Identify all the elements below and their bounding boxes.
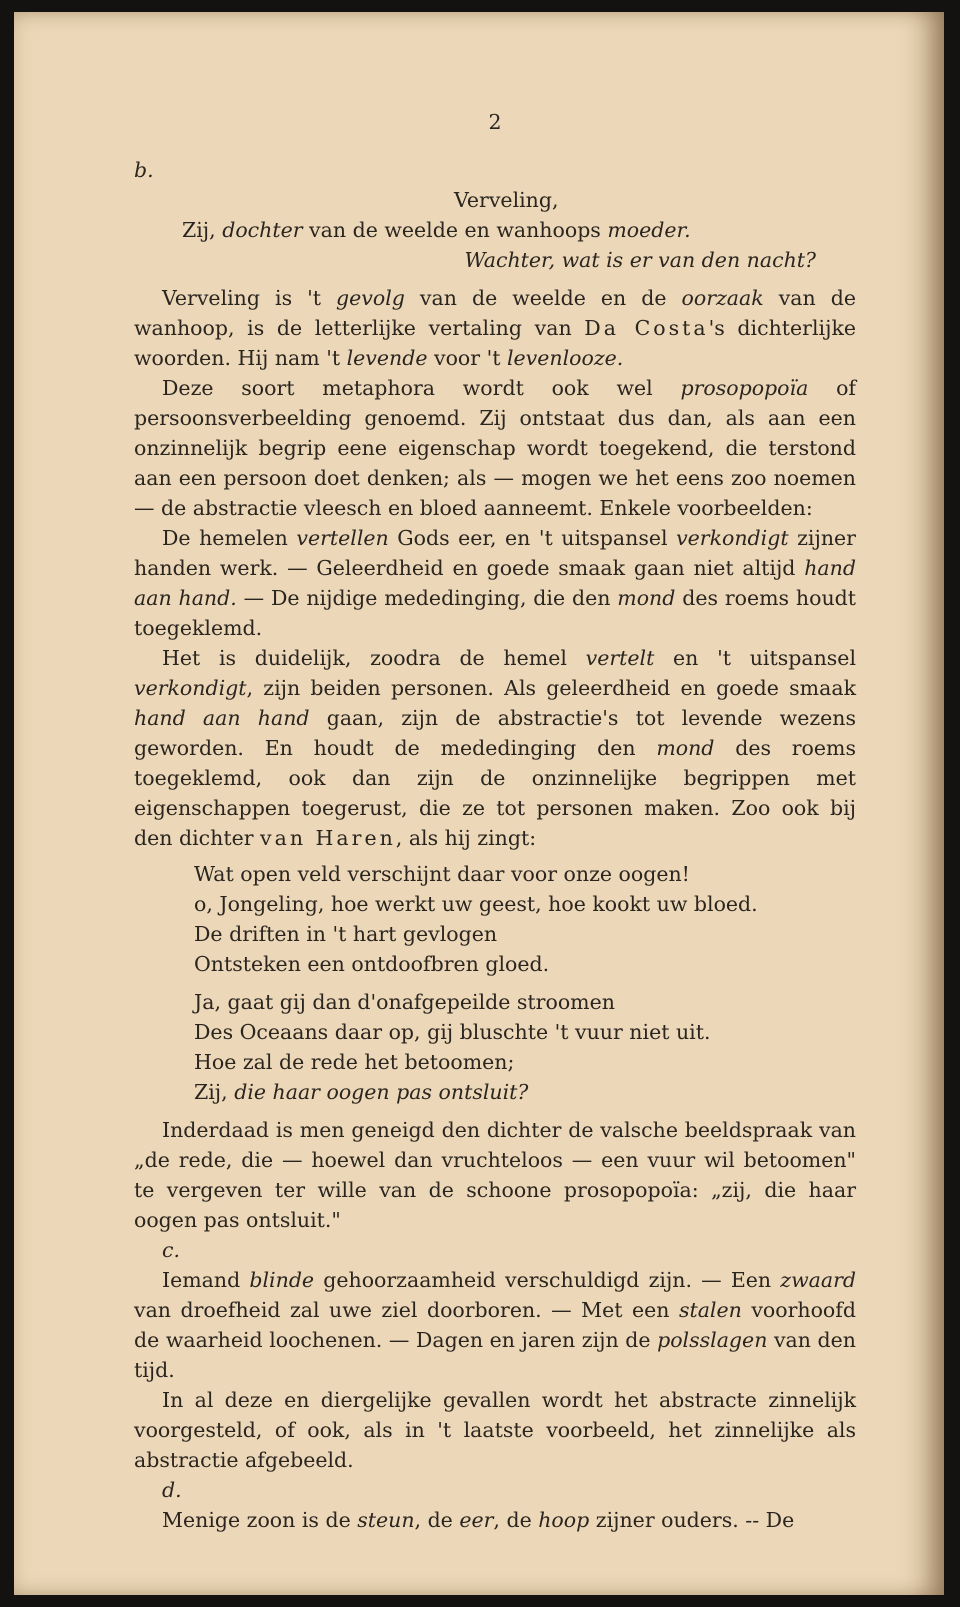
paragraph-4: Het is duidelijk, zoodra de hemel vertelt en 't uitspansel verkondigt, zijn beiden personen. Als geleerdheid en goede smaak hand aan hand gaan, zijn de abstractie's tot levende wezens geworden. En houdt de mededinging den mond des roems toegeklemd, ook dan zijn de onzinnelijke begrippen met eigenschappen toegerust, die ze tot personen maken. Zoo ook bij den dichter van Haren, als hij zingt: bbox=[134, 646, 856, 850]
poem-line: Wat open veld verschijnt daar voor onze oogen! bbox=[194, 862, 690, 886]
poem-quote bbox=[134, 859, 856, 1107]
poem-line: Zij, die haar oogen pas ontsluit? bbox=[194, 1080, 529, 1104]
motto-line-3: Wachter, wat is er van den nacht? bbox=[464, 248, 816, 272]
poem-line: Des Oceaans daar op, gij bluschte 't vuur niet uit. bbox=[194, 1020, 711, 1044]
paragraph-1: Verveling is 't gevolg van de weelde en de oorzaak van de wanhoop, is de letterlijke vertaling van Da Costa's dichterlijke woorden. Hij nam 't levende voor 't levenlooze. bbox=[134, 286, 856, 370]
poem-line: De driften in 't hart gevlogen bbox=[194, 922, 498, 946]
book-page bbox=[14, 12, 944, 1595]
section-label-b: b. bbox=[134, 158, 154, 182]
paragraph-5: Inderdaad is men geneigd den dichter de valsche beeldspraak van „de rede, die — hoewel dan vruchteloos — een vuur wil betoomen" te vergeven ter wille van de schoone prosopopoïa: „zij, die haar oogen pas ontsluit." bbox=[134, 1118, 856, 1232]
poem-line: Ja, gaat gij dan d'onafgepeilde stroomen bbox=[194, 990, 615, 1014]
paragraph-6: Iemand blinde gehoorzaamheid verschuldigd zijn. — Een zwaard van droefheid zal uwe ziel doorboren. — Met een stalen voorhoofd de waarheid loochenen. — Dagen en jaren zijn de polsslagen van den tijd. bbox=[134, 1268, 856, 1382]
poem-line: o, Jongeling, hoe werkt uw geest, hoe kookt uw bloed. bbox=[194, 892, 758, 916]
motto-line-1: Verveling, bbox=[454, 188, 559, 212]
motto-line-2: Zij, dochter van de weelde en wanhoops moeder. bbox=[182, 218, 691, 242]
paragraph-8: Menige zoon is de steun, de eer, de hoop zijner ouders. -- De bbox=[162, 1508, 795, 1532]
poem-stanza-1 bbox=[194, 859, 856, 979]
section-label-c: c. bbox=[162, 1238, 180, 1262]
poem-line: Hoe zal de rede het betoomen; bbox=[194, 1050, 515, 1074]
paragraph-7: In al deze en diergelijke gevallen wordt het abstracte zinnelijk voorgesteld, of ook, als in 't laatste voorbeeld, het zinnelijke als abstractie afgebeeld. bbox=[134, 1388, 856, 1472]
page-number: 2 bbox=[488, 110, 502, 134]
poem-line: Ontsteken een ontdoofbren gloed. bbox=[194, 952, 550, 976]
poem-stanza-2 bbox=[194, 987, 856, 1107]
section-label-d: d. bbox=[162, 1478, 182, 1502]
paragraph-3: De hemelen vertellen Gods eer, en 't uitspansel verkondigt zijner handen werk. — Geleerdheid en goede smaak gaan niet altijd hand aan hand. — De nijdige mededinging, die den mond des roems houdt toegeklemd. bbox=[134, 526, 857, 640]
page-content bbox=[134, 107, 856, 1535]
paragraph-2: Deze soort metaphora wordt ook wel prosopopoïa of persoonsverbeelding genoemd. Zij ontstaat dus dan, als aan een onzinnelijk begrip eene eigenschap wordt toegekend, die terstond aan een persoon doet denken; als — mogen we het eens zoo noemen — de abstractie vleesch en bloed aanneemt. Enkele voorbeelden: bbox=[134, 376, 856, 520]
